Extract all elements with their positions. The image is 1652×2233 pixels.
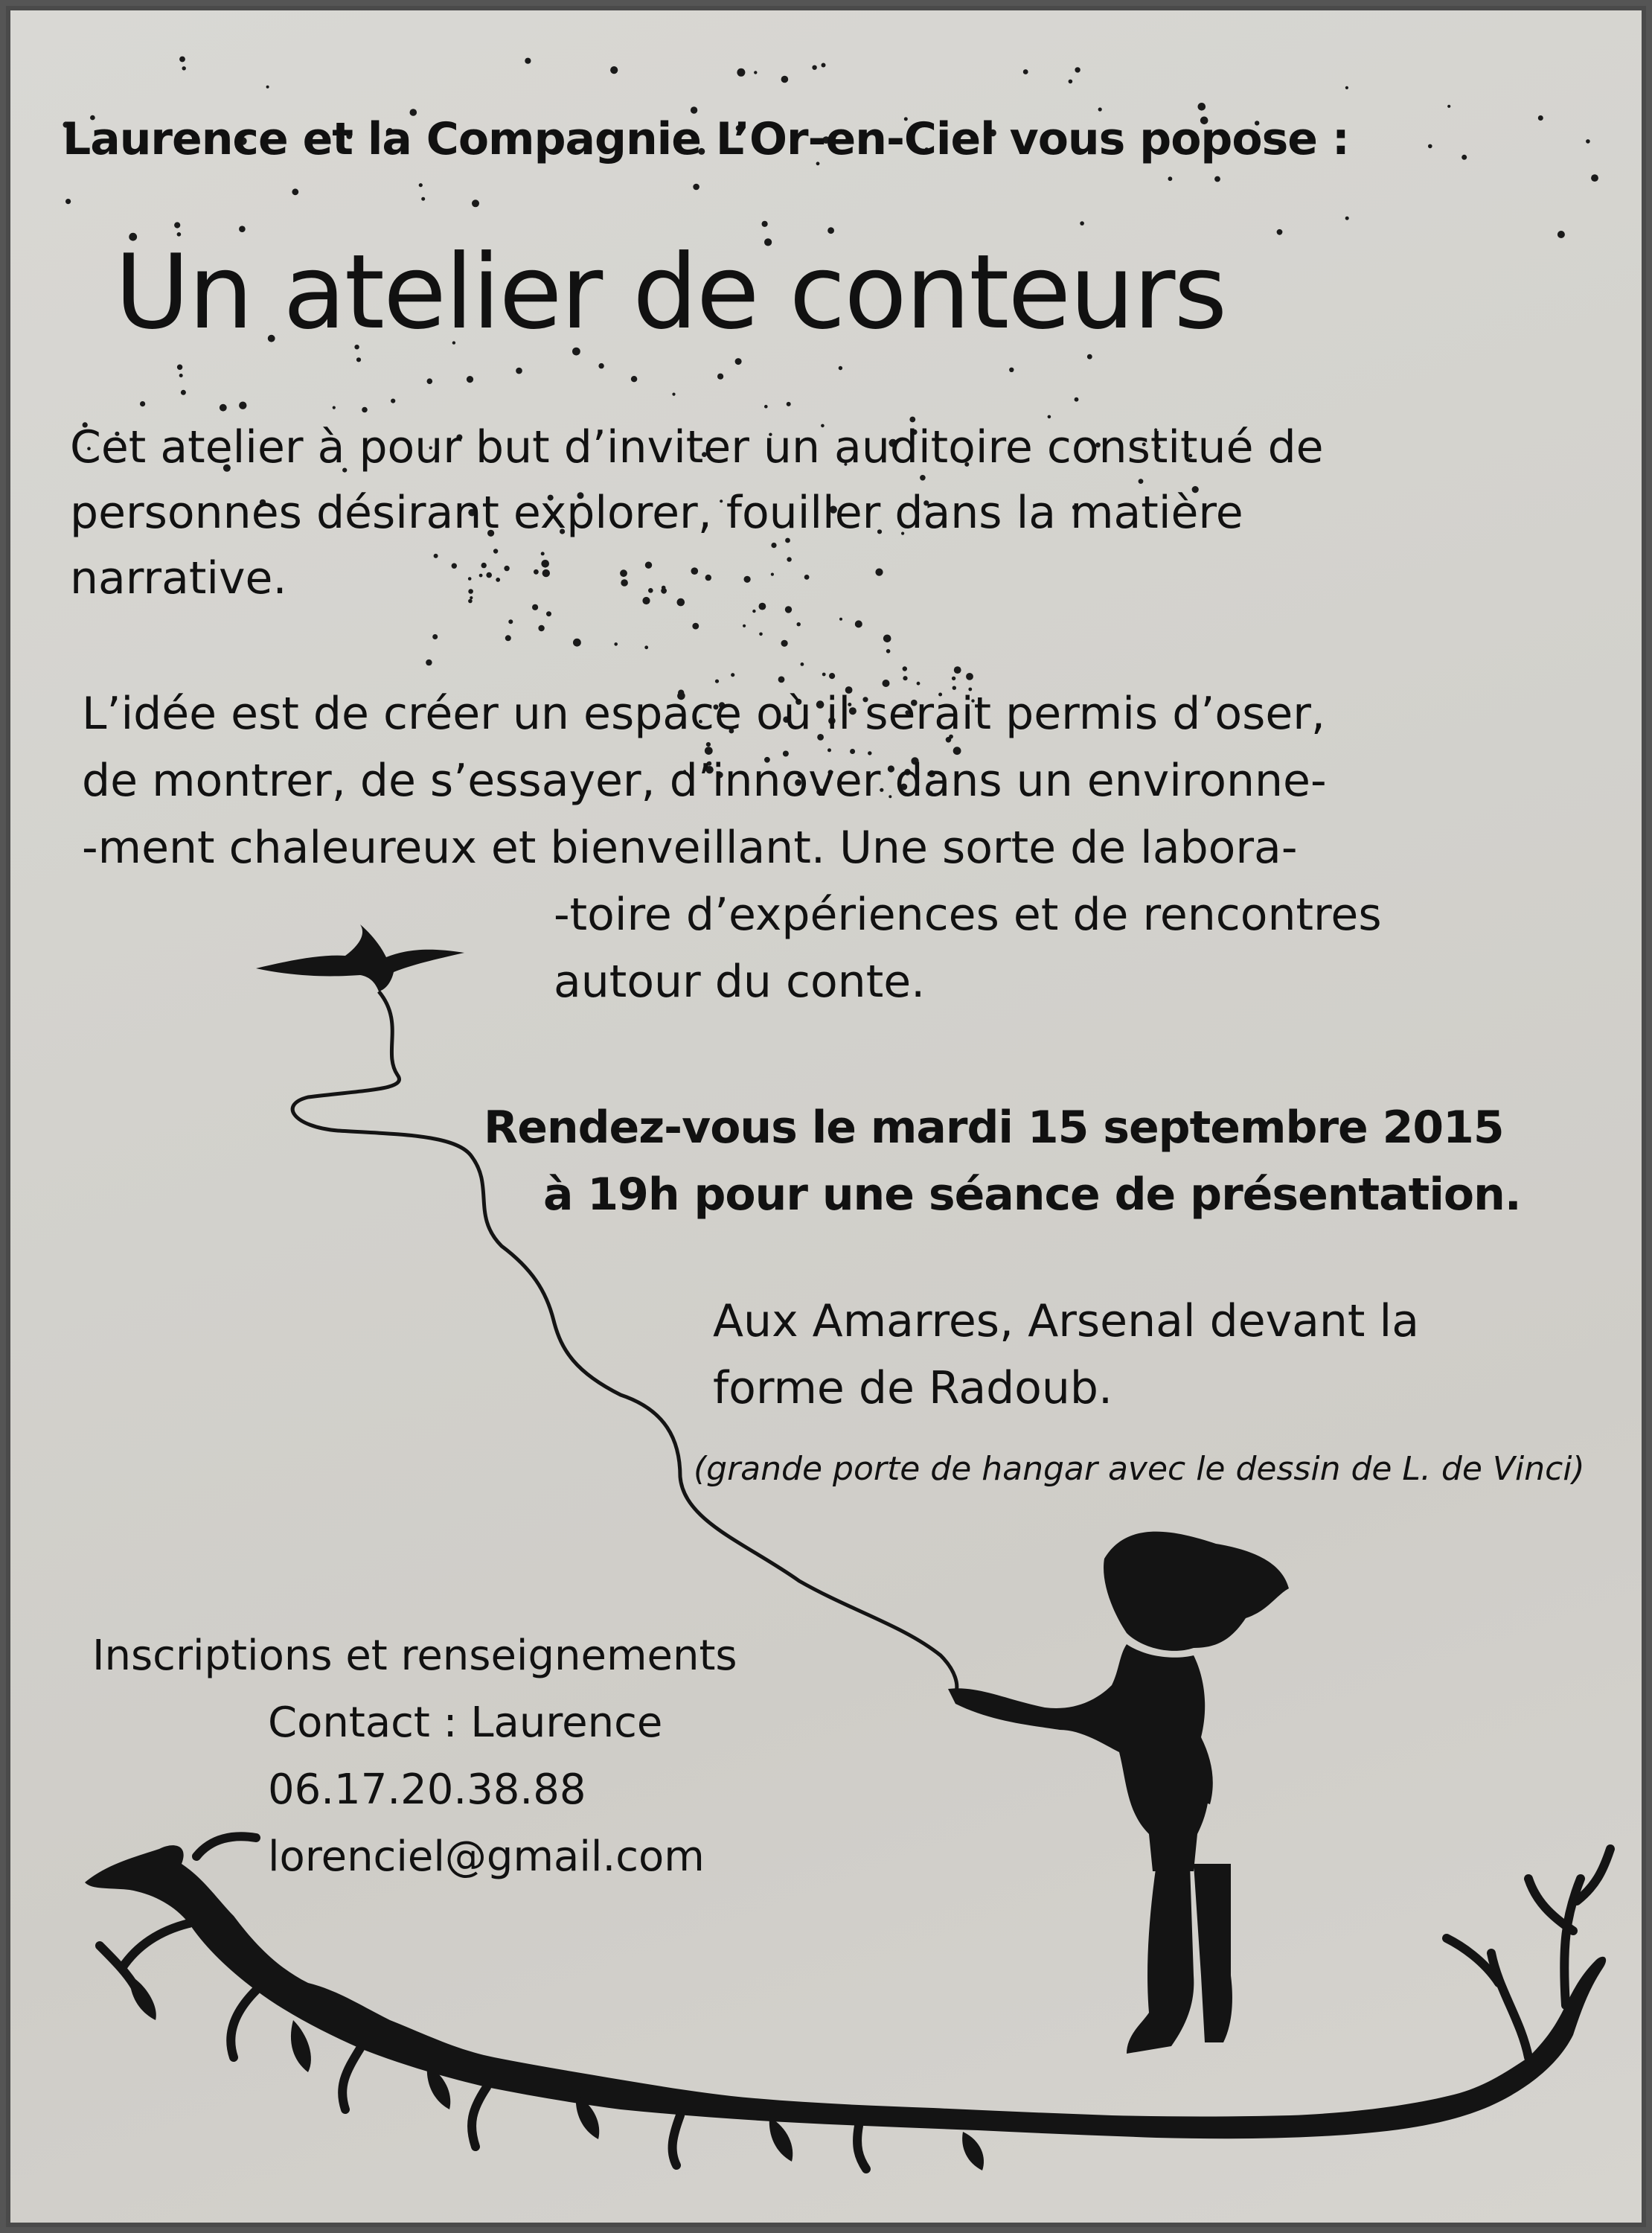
star-dot bbox=[1075, 397, 1079, 402]
star-dot bbox=[182, 66, 186, 70]
star-dot bbox=[648, 588, 653, 593]
star-dot bbox=[1023, 69, 1028, 74]
paragraph1-line: personnes désirant explorer, fouiller dans la matière bbox=[70, 487, 1243, 539]
star-dot bbox=[759, 633, 763, 636]
star-dot bbox=[1461, 155, 1467, 160]
star-dot bbox=[1591, 174, 1598, 182]
star-dot bbox=[1586, 139, 1590, 144]
star-dot bbox=[541, 552, 545, 555]
star-dot bbox=[731, 673, 734, 677]
star-dot bbox=[953, 747, 961, 755]
star-dot bbox=[677, 598, 685, 607]
star-dot bbox=[787, 557, 791, 561]
star-dot bbox=[812, 66, 816, 70]
star-dot bbox=[827, 748, 831, 752]
star-dot bbox=[467, 376, 473, 383]
star-dot bbox=[481, 563, 487, 568]
star-dot bbox=[546, 611, 551, 616]
star-dot bbox=[829, 673, 835, 679]
star-dot bbox=[427, 378, 433, 384]
star-dot bbox=[468, 589, 473, 594]
star-dot bbox=[452, 563, 457, 569]
star-dot bbox=[839, 618, 842, 621]
star-dot bbox=[692, 623, 699, 630]
contact-phone: 06.17.20.38.88 bbox=[268, 1766, 586, 1814]
star-dot bbox=[797, 622, 801, 626]
star-dot bbox=[532, 604, 538, 610]
star-dot bbox=[541, 560, 549, 568]
star-dot bbox=[661, 588, 667, 594]
star-dot bbox=[883, 680, 890, 687]
star-dot bbox=[764, 405, 768, 409]
star-dot bbox=[179, 374, 183, 377]
bird-icon bbox=[256, 924, 464, 991]
star-dot bbox=[496, 578, 500, 582]
paragraph1-line: narrative. bbox=[70, 552, 287, 604]
star-dot bbox=[903, 666, 907, 671]
star-dot bbox=[785, 606, 792, 613]
contact-email: lorenciel@gmail.com bbox=[268, 1833, 705, 1881]
star-dot bbox=[631, 376, 637, 382]
star-dot bbox=[759, 603, 766, 610]
star-dot bbox=[181, 390, 186, 395]
star-dot bbox=[1139, 479, 1144, 484]
star-dot bbox=[920, 475, 926, 481]
star-dot bbox=[855, 620, 862, 627]
star-dot bbox=[1538, 115, 1543, 121]
contact-heading: Inscriptions et renseignements bbox=[92, 1632, 737, 1680]
star-dot bbox=[705, 575, 711, 581]
star-dot bbox=[801, 662, 804, 666]
star-dot bbox=[468, 599, 473, 604]
star-dot bbox=[1345, 217, 1349, 220]
star-dot bbox=[735, 358, 742, 365]
star-dot bbox=[573, 639, 581, 647]
star-dot bbox=[534, 569, 539, 575]
star-dot bbox=[614, 642, 618, 646]
star-dot bbox=[743, 624, 746, 627]
star-dot bbox=[1345, 86, 1348, 89]
star-dot bbox=[1277, 229, 1283, 235]
star-dot bbox=[292, 188, 298, 195]
paragraph2-line: autour du conte. bbox=[554, 956, 926, 1008]
star-dot bbox=[266, 86, 269, 89]
star-dot bbox=[771, 573, 774, 576]
star-dot bbox=[706, 742, 711, 747]
star-dot bbox=[470, 596, 473, 599]
star-dot bbox=[140, 401, 145, 406]
contact-name: Contact : Laurence bbox=[268, 1699, 663, 1747]
star-dot bbox=[804, 575, 810, 580]
star-dot bbox=[839, 366, 842, 370]
star-dot bbox=[486, 572, 492, 578]
star-dot bbox=[65, 199, 71, 204]
star-dot bbox=[333, 406, 336, 409]
star-dot bbox=[1069, 80, 1073, 84]
star-dot bbox=[1447, 105, 1450, 108]
star-dot bbox=[505, 635, 511, 641]
star-dot bbox=[472, 199, 479, 207]
star-dot bbox=[717, 374, 723, 380]
star-dot bbox=[432, 634, 438, 639]
location-line: forme de Radoub. bbox=[713, 1362, 1113, 1414]
star-dot bbox=[1428, 144, 1432, 149]
branch-silhouette bbox=[85, 1845, 1606, 2138]
star-dot bbox=[672, 393, 675, 396]
star-dot bbox=[220, 404, 227, 412]
paragraph2-line: -ment chaleureux et bienveillant. Une sorte de labora- bbox=[82, 822, 1298, 874]
star-dot bbox=[479, 574, 483, 578]
star-dot bbox=[1557, 231, 1565, 238]
star-dot bbox=[419, 183, 423, 187]
star-dot bbox=[598, 363, 604, 368]
star-dot bbox=[875, 569, 883, 576]
star-dot bbox=[1009, 368, 1014, 372]
star-dot bbox=[426, 659, 432, 665]
paragraph2-line: -toire d’expériences et de rencontres bbox=[554, 889, 1382, 941]
star-dot bbox=[715, 680, 719, 683]
star-dot bbox=[356, 357, 361, 362]
star-dot bbox=[179, 57, 185, 63]
star-dot bbox=[1098, 107, 1102, 111]
star-dot bbox=[754, 71, 757, 74]
star-dot bbox=[966, 673, 973, 680]
star-dot bbox=[752, 610, 755, 613]
star-dot bbox=[954, 666, 961, 674]
star-dot bbox=[391, 399, 395, 403]
star-dot bbox=[468, 577, 472, 581]
star-dot bbox=[538, 625, 544, 631]
star-dot bbox=[642, 597, 650, 604]
paragraph2-line: L’idée est de créer un espace où il serait permis d’oser, bbox=[82, 688, 1325, 740]
star-dot bbox=[1168, 176, 1173, 181]
star-dot bbox=[762, 221, 768, 227]
star-dot bbox=[781, 76, 789, 83]
star-dot bbox=[493, 549, 498, 553]
star-dot bbox=[691, 567, 699, 575]
star-dot bbox=[174, 222, 180, 228]
child-silhouette bbox=[948, 1532, 1289, 2054]
star-dot bbox=[239, 226, 246, 232]
paragraph2-line: de montrer, de s’essayer, d’innover dans un environne- bbox=[82, 755, 1327, 807]
star-dot bbox=[621, 579, 628, 587]
star-dot bbox=[1075, 67, 1080, 72]
star-dot bbox=[645, 562, 652, 569]
star-dot bbox=[903, 676, 907, 680]
star-dot bbox=[508, 619, 513, 624]
star-dot bbox=[705, 747, 713, 755]
star-dot bbox=[850, 749, 855, 754]
star-dot bbox=[822, 673, 826, 677]
star-dot bbox=[525, 58, 531, 64]
star-dot bbox=[952, 677, 955, 680]
star-dot bbox=[1198, 103, 1206, 111]
paragraph1-line: Cet atelier à pour but d’inviter un auditoire constitué de bbox=[70, 421, 1324, 473]
star-dot bbox=[239, 402, 246, 409]
star-dot bbox=[822, 63, 826, 68]
star-dot bbox=[542, 569, 550, 577]
star-dot bbox=[610, 66, 618, 74]
rendezvous-line: Rendez-vous le mardi 15 septembre 2015 bbox=[484, 1102, 1504, 1154]
star-dot bbox=[177, 365, 182, 370]
location-line: Aux Amarres, Arsenal devant la bbox=[713, 1295, 1419, 1347]
location-note: (grande porte de hangar avec le dessin de L. de Vinci) bbox=[694, 1450, 1585, 1488]
star-dot bbox=[504, 566, 509, 571]
star-dot bbox=[781, 640, 788, 647]
star-dot bbox=[917, 682, 921, 686]
star-dot bbox=[886, 649, 891, 654]
star-dot bbox=[1087, 354, 1092, 360]
star-dot bbox=[1048, 415, 1051, 419]
header-text: Laurence et la Compagnie L’Or-en-Ciel vous popose : bbox=[63, 113, 1349, 165]
page-title: Un atelier de conteurs bbox=[115, 232, 1226, 352]
star-dot bbox=[620, 569, 627, 577]
star-dot bbox=[693, 184, 699, 191]
star-dot bbox=[434, 554, 438, 558]
star-dot bbox=[421, 197, 425, 201]
rendezvous-line: à 19h pour une séance de présentation. bbox=[543, 1169, 1521, 1221]
star-dot bbox=[644, 645, 648, 649]
star-dot bbox=[516, 368, 522, 374]
star-dot bbox=[362, 407, 368, 413]
star-dot bbox=[1080, 221, 1084, 226]
star-dot bbox=[883, 635, 891, 643]
flyer-page bbox=[6, 6, 1646, 2227]
star-dot bbox=[771, 543, 776, 548]
star-dot bbox=[787, 402, 791, 406]
star-dot bbox=[744, 576, 751, 583]
star-dot bbox=[737, 68, 745, 77]
star-dot bbox=[778, 677, 785, 683]
star-dot bbox=[1214, 176, 1220, 182]
